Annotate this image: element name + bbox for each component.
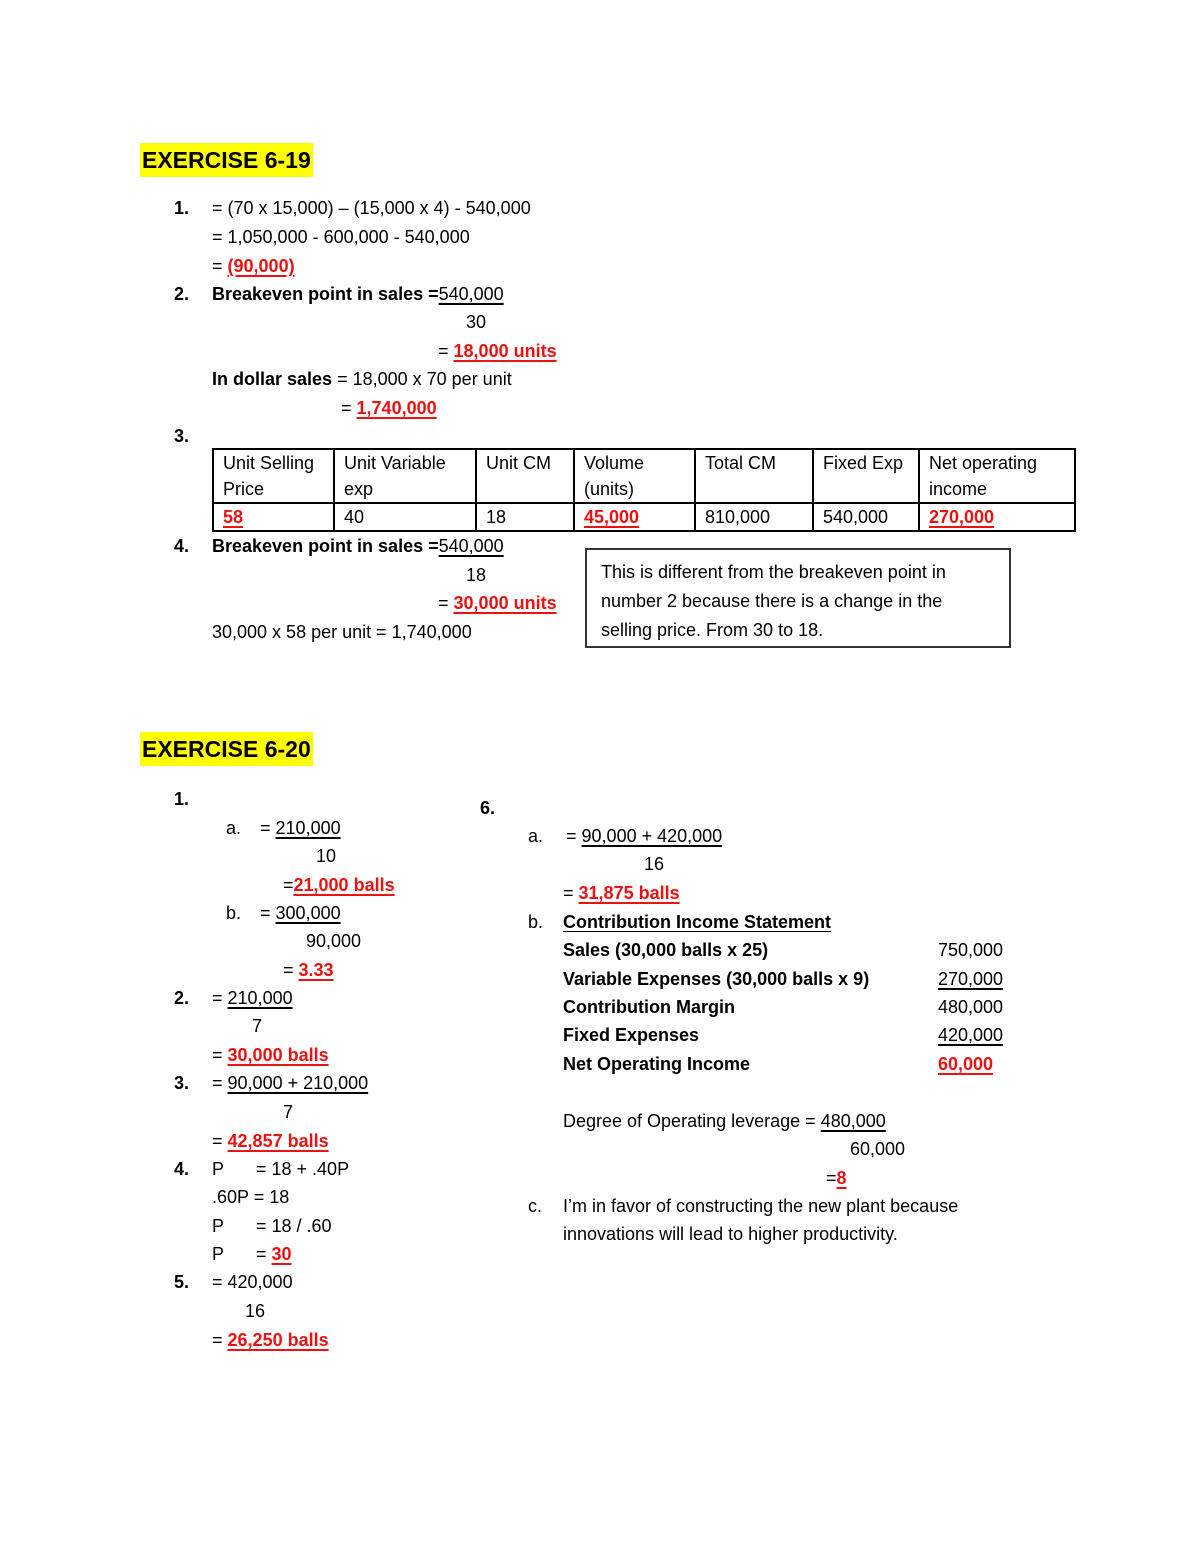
- q1a-formula: [260, 817, 341, 839]
- q5-answer: 26,250 balls: [227, 1330, 329, 1350]
- q2-dollar-calc: = 18,000 x 70 per unit: [337, 369, 512, 389]
- sub-label-b: b.: [528, 912, 544, 932]
- q4-formula: [212, 535, 504, 557]
- item-number-2: 2.: [174, 284, 190, 304]
- table-row: [213, 503, 1075, 531]
- q4-numerator: 540,000: [438, 536, 504, 556]
- q2-dollar-eq: =: [341, 398, 352, 418]
- q2-numerator: 210,000: [227, 988, 293, 1008]
- table-header-cell: Fixed Exp: [813, 449, 919, 503]
- dol-answer: 8: [836, 1168, 847, 1188]
- table-cell: 540,000: [813, 503, 919, 531]
- q6a-eq: =: [566, 826, 577, 846]
- q4-denominator: 18: [466, 565, 487, 585]
- dol-label: Degree of Operating leverage =: [563, 1111, 816, 1131]
- table-cell: [574, 503, 695, 531]
- contribution-margin-value: 480,000: [938, 997, 1004, 1017]
- q5-answer-line: [212, 1329, 329, 1351]
- q2-answer-line: [438, 340, 557, 362]
- q1b-answer: 3.33: [298, 960, 334, 980]
- unit-selling-price-answer: 58: [223, 507, 244, 527]
- q2-dollar-label: In dollar sales: [212, 369, 333, 389]
- q1a-ans-eq: =: [283, 875, 294, 895]
- table-cell: [213, 503, 334, 531]
- item-number-5: 5.: [174, 1272, 190, 1292]
- q1a-answer-line: [283, 874, 395, 896]
- note-box: This is different from the breakeven point in number 2 because there is a change in the selling price. From 30 to 18.: [585, 548, 1011, 648]
- table-header-cell: Unit Variable exp: [334, 449, 476, 503]
- q2-numerator: 540,000: [438, 284, 504, 304]
- contribution-margin-label: Contribution Margin: [563, 997, 735, 1017]
- q3-numerator: 90,000 + 210,000: [227, 1073, 369, 1093]
- q1a-denominator: 10: [316, 846, 337, 866]
- variable-expenses-value: 270,000: [938, 969, 1004, 989]
- exercise-6-20-title: EXERCISE 6-20: [140, 732, 313, 766]
- q2-ans-eq: =: [212, 1045, 223, 1065]
- dol-denominator: 60,000: [850, 1139, 906, 1159]
- q2-formula: [212, 283, 504, 305]
- dol-answer-line: [826, 1167, 847, 1189]
- q2-denominator: 7: [252, 1016, 263, 1036]
- q5-line1: = 420,000: [212, 1272, 293, 1292]
- q4-answer: 30,000 units: [453, 593, 557, 613]
- q4-answer: 30: [271, 1244, 292, 1264]
- q1b-formula: [260, 902, 341, 924]
- q2-eq: =: [212, 988, 223, 1008]
- table-cell: 810,000: [695, 503, 813, 531]
- q1b-eq: =: [260, 903, 271, 923]
- q6a-denominator: 16: [644, 854, 665, 874]
- dol-numerator: 480,000: [820, 1111, 886, 1131]
- sales-label: Sales (30,000 balls x 25): [563, 940, 769, 960]
- q1-line2: = 1,050,000 - 600,000 - 540,000: [212, 227, 470, 247]
- q4-label: Breakeven point in sales =: [212, 536, 439, 556]
- q6a-ans-eq: =: [563, 883, 574, 903]
- net-operating-income-value: 60,000: [938, 1054, 994, 1074]
- q1a-answer: 21,000 balls: [293, 875, 395, 895]
- fixed-expenses-label: Fixed Expenses: [563, 1025, 700, 1045]
- q2-dollar-answer-line: [341, 397, 437, 419]
- dol-eq: =: [826, 1168, 837, 1188]
- q3-answer-line: [212, 1130, 329, 1152]
- q1-eq: =: [212, 256, 223, 276]
- q5-denominator: 16: [245, 1301, 266, 1321]
- table-cell: [919, 503, 1075, 531]
- exercise-6-19-title: EXERCISE 6-19: [140, 143, 313, 177]
- table-header-cell: Net operating income: [919, 449, 1075, 503]
- item-number-1: 1.: [174, 198, 190, 218]
- q3-formula: [212, 1072, 368, 1094]
- q2-label: Breakeven point in sales =: [212, 284, 439, 304]
- q6a-numerator: 90,000 + 420,000: [581, 826, 723, 846]
- q4-check: 30,000 x 58 per unit = 1,740,000: [212, 622, 472, 642]
- q1b-numerator: 300,000: [275, 903, 341, 923]
- q1-answer: (90,000): [227, 256, 295, 276]
- q3-ans-eq: =: [212, 1131, 223, 1151]
- q2-answer: 18,000 units: [453, 341, 557, 361]
- q1a-eq: =: [260, 818, 271, 838]
- q1a-numerator: 210,000: [275, 818, 341, 838]
- q6a-answer: 31,875 balls: [578, 883, 680, 903]
- q3-denominator: 7: [283, 1102, 294, 1122]
- sub-label-a: a.: [226, 818, 242, 838]
- item-number-3: 3.: [174, 1073, 190, 1093]
- q2-answer-line: [212, 1044, 329, 1066]
- item-number-6: 6.: [480, 798, 496, 818]
- table-header-row: [213, 449, 1075, 503]
- q4-line3-var: P: [212, 1216, 225, 1236]
- q6c-line2: innovations will lead to higher productivity.: [563, 1224, 898, 1244]
- table-header-cell: Unit Selling Price: [213, 449, 334, 503]
- volume-answer: 45,000: [584, 507, 640, 527]
- item-number-3: 3.: [174, 426, 190, 446]
- q1-line1: = (70 x 15,000) – (15,000 x 4) - 540,000: [212, 198, 531, 218]
- q1b-ans-eq: =: [283, 960, 294, 980]
- variable-expenses-label: Variable Expenses (30,000 balls x 9): [563, 969, 870, 989]
- item-number-4: 4.: [174, 536, 190, 556]
- q1b-denominator: 90,000: [306, 931, 362, 951]
- table-cell: 40: [334, 503, 476, 531]
- q4-line1-var: P: [212, 1159, 225, 1179]
- income-statement-title: Contribution Income Statement: [563, 912, 832, 932]
- q1b-answer-line: [283, 959, 334, 981]
- q4-line3-expr: = 18 / .60: [256, 1216, 332, 1236]
- fixed-expenses-value: 420,000: [938, 1025, 1004, 1045]
- q2-dollar-answer: 1,740,000: [356, 398, 437, 418]
- net-operating-income-answer: 270,000: [929, 507, 995, 527]
- sub-label-a: a.: [528, 826, 544, 846]
- q4-ans-eq: =: [256, 1244, 267, 1264]
- q4-answer-line: [256, 1243, 292, 1265]
- table-header-cell: Volume (units): [574, 449, 695, 503]
- cvp-table: [212, 448, 1076, 532]
- q3-eq: =: [212, 1073, 223, 1093]
- q4-line4-var: P: [212, 1244, 225, 1264]
- table-header-cell: Total CM: [695, 449, 813, 503]
- q6a-formula: [566, 825, 722, 847]
- q5-ans-eq: =: [212, 1330, 223, 1350]
- sales-value: 750,000: [938, 940, 1004, 960]
- q4-line2: .60P = 18: [212, 1187, 290, 1207]
- q2-eq: =: [438, 341, 449, 361]
- q4-eq: =: [438, 593, 449, 613]
- q4-answer-line: [438, 592, 557, 614]
- q6a-answer-line: [563, 882, 680, 904]
- net-operating-income-label: Net Operating Income: [563, 1054, 751, 1074]
- q2-answer: 30,000 balls: [227, 1045, 329, 1065]
- item-number-1: 1.: [174, 789, 190, 809]
- table-header-cell: Unit CM: [476, 449, 574, 503]
- q3-answer: 42,857 balls: [227, 1131, 329, 1151]
- item-number-2: 2.: [174, 988, 190, 1008]
- sub-label-b: b.: [226, 903, 242, 923]
- q1-answer-line: [212, 255, 295, 277]
- q4-line1-expr: = 18 + .40P: [256, 1159, 350, 1179]
- q2-formula: [212, 987, 293, 1009]
- dol-formula: [563, 1110, 886, 1132]
- q6c-line1: I’m in favor of constructing the new plant because: [563, 1196, 959, 1216]
- sub-label-c: c.: [528, 1196, 543, 1216]
- q2-dollar-line: [212, 368, 512, 390]
- table-cell: 18: [476, 503, 574, 531]
- q2-denominator: 30: [466, 312, 487, 332]
- item-number-4: 4.: [174, 1159, 190, 1179]
